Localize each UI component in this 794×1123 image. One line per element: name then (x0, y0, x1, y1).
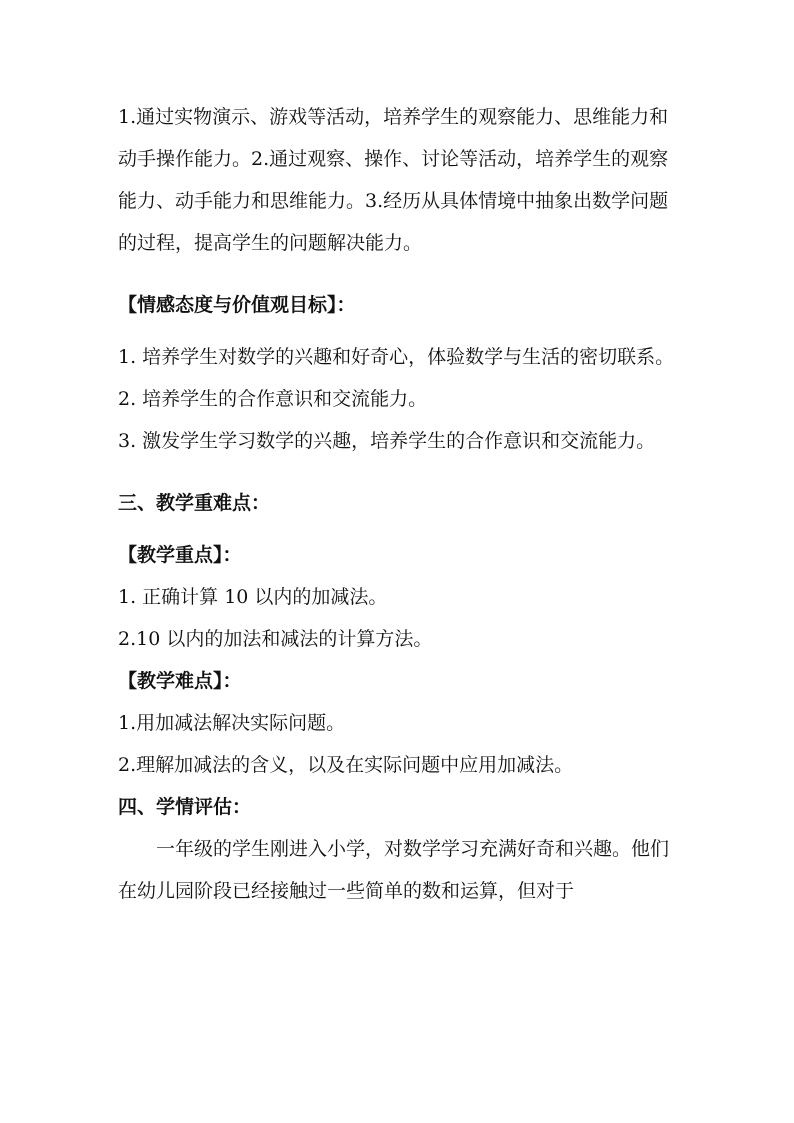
key-points-heading: 【教学重点】： (118, 544, 242, 566)
affective-item: 1. 培养学生对数学的兴趣和好奇心，体验数学与生活的密切联系。 (118, 346, 675, 368)
document-body (118, 96, 678, 912)
key-point-item: 2.10 以内的加法和减法的计算方法。 (118, 628, 433, 650)
difficult-point-item: 2.理解加减法的含义，以及在实际问题中应用加减法。 (118, 754, 574, 776)
affective-item: 3. 激发学生学习数学的兴趣，培养学生的合作意识和交流能力。 (118, 430, 656, 452)
assessment-paragraph: 一年级的学生刚进入小学，对数学学习充满好奇和兴趣。他们在幼儿园阶段已经接触过一些简单的数和运算，但对于 (118, 838, 670, 902)
key-point-item: 1. 正确计算 10 以内的加减法。 (118, 586, 388, 608)
affective-item: 2. 培养学生的合作意识和交流能力。 (118, 388, 428, 410)
section-4-heading: 四、学情评估： (118, 796, 252, 818)
difficult-points-heading: 【教学难点】： (118, 670, 242, 692)
intro-paragraph: 1.通过实物演示、游戏等活动，培养学生的观察能力、思维能力和动手操作能力。2.通过观察、操作、讨论等活动，培养学生的观察能力、动手能力和思维能力。3.经历从具体情境中抽象出数学问题的过程，提高学生的问题解决能力。 (118, 106, 669, 254)
difficult-point-item: 1.用加减法解决实际问题。 (118, 712, 346, 734)
affective-goals-heading: 【情感态度与价值观目标】： (118, 294, 356, 316)
section-3-heading: 三、教学重难点： (118, 492, 271, 514)
